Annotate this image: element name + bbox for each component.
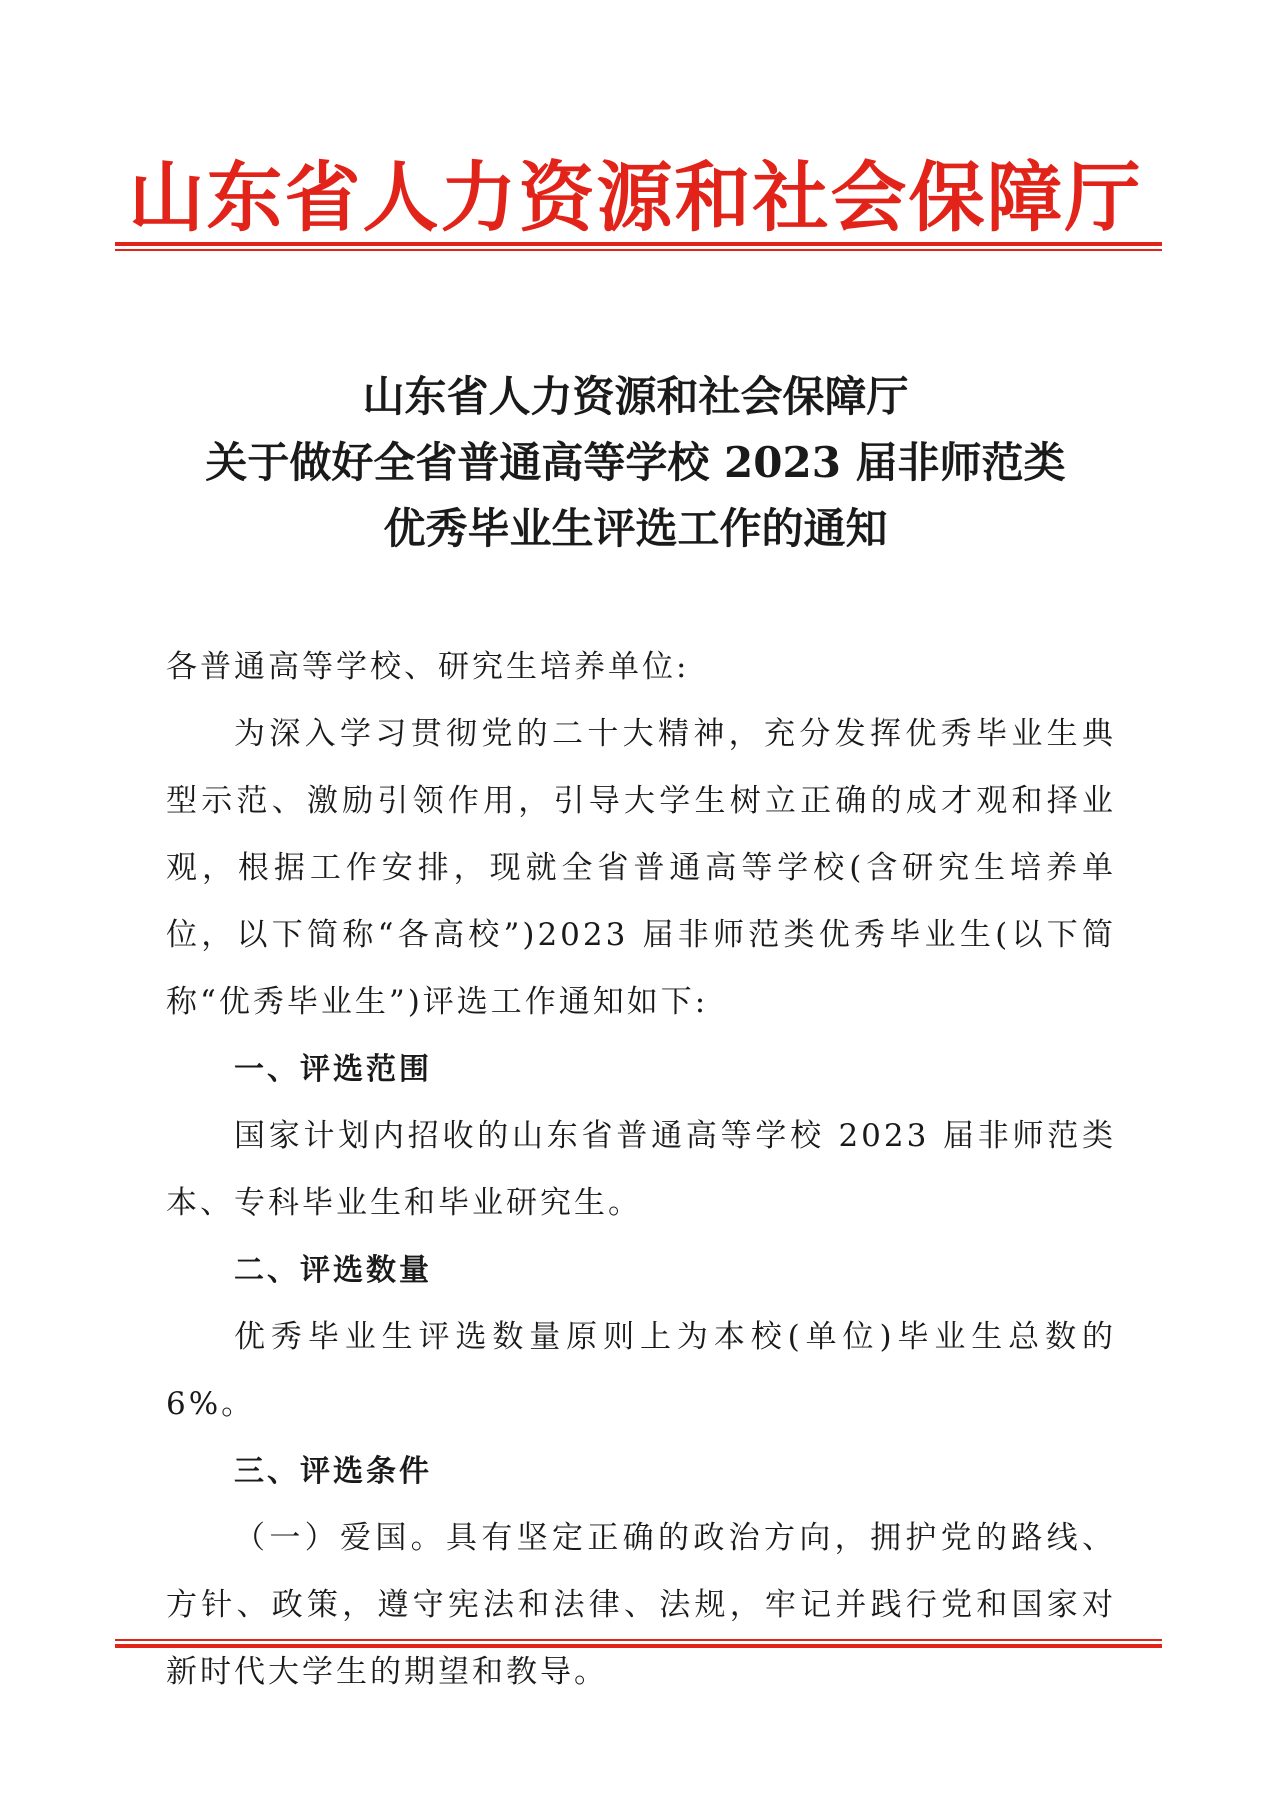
divider-thin-line	[115, 1639, 1162, 1641]
masthead-divider	[115, 242, 1162, 251]
divider-thick-line	[115, 242, 1162, 246]
divider-thick-line	[115, 1644, 1162, 1648]
intro-paragraph: 为深入学习贯彻党的二十大精神，充分发挥优秀毕业生典型示范、激励引领作用，引导大学生树立正确的成才观和择业观，根据工作安排，现就全省普通高等学校(含研究生培养单位，以下简称“各高校”)2023 届非师范类优秀毕业生(以下简称“优秀毕业生”)评选工作通知如下:	[166, 716, 1116, 1020]
document-title	[0, 364, 1271, 562]
section-heading-quantity: 二、评选数量	[234, 1253, 432, 1288]
section-heading-criteria: 三、评选条件	[234, 1454, 432, 1489]
title-line-2: 关于做好全省普通高等学校 2023 届非师范类	[205, 438, 1066, 487]
section-paragraph-criteria: （一）爱国。具有坚定正确的政治方向，拥护党的路线、方针、政策，遵守宪法和法律、法规，牢记并践行党和国家对新时代大学生的期望和教导。	[166, 1520, 1116, 1690]
masthead-org-name: 山东省人力资源和社会保障厅	[128, 153, 1143, 242]
salutation: 各普通高等学校、研究生培养单位:	[166, 649, 690, 685]
title-line-1: 山东省人力资源和社会保障厅	[362, 372, 909, 421]
section-heading-scope: 一、评选范围	[234, 1052, 432, 1087]
document-body	[166, 634, 1116, 1706]
divider-thin-line	[115, 249, 1162, 251]
footer-divider	[115, 1639, 1162, 1648]
title-line-3: 优秀毕业生评选工作的通知	[383, 504, 888, 553]
section-paragraph-quantity: 优秀毕业生评选数量原则上为本校(单位)毕业生总数的 6%。	[166, 1319, 1116, 1422]
section-paragraph-scope: 国家计划内招收的山东省普通高等学校 2023 届非师范类本、专科毕业生和毕业研究生。	[166, 1118, 1116, 1221]
